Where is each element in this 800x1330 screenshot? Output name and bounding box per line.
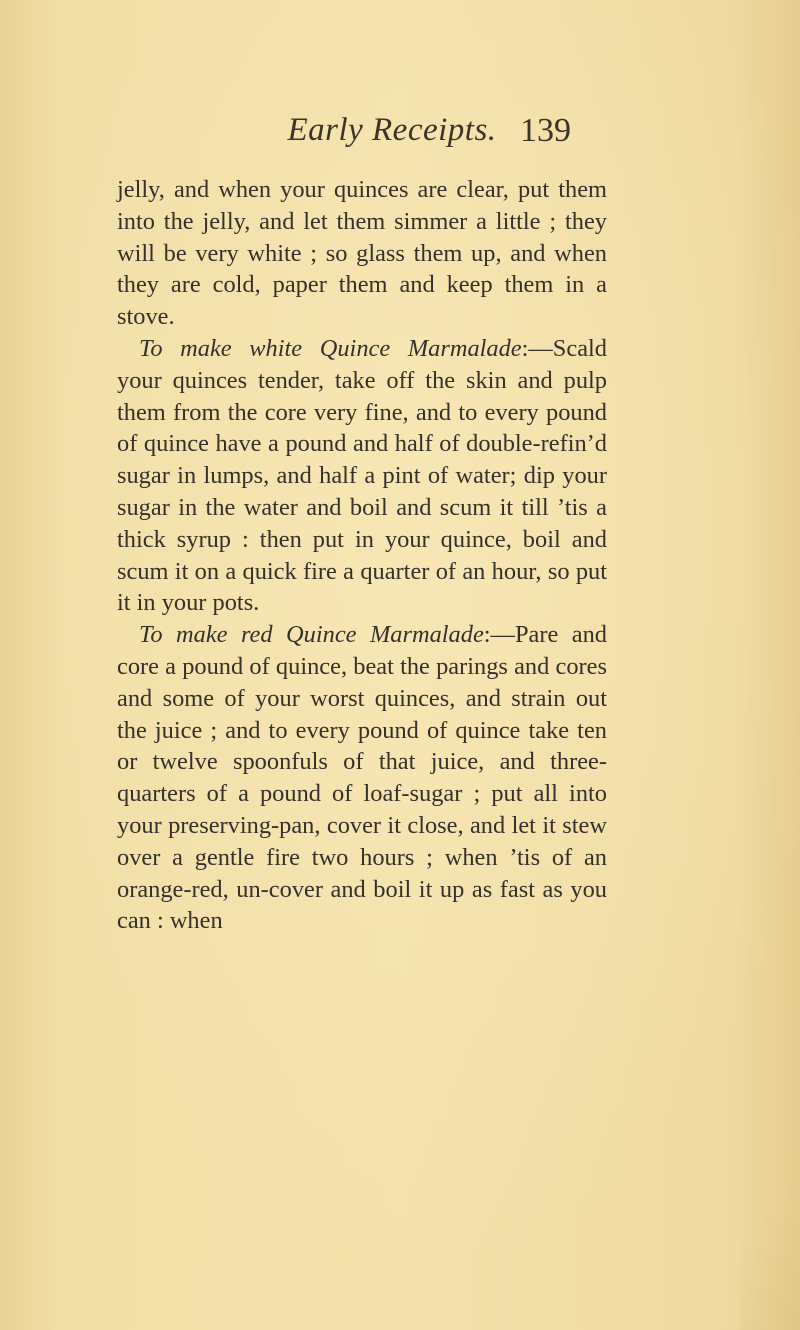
page-number: 139 — [520, 112, 571, 149]
running-title: Early Receipts. — [287, 112, 497, 148]
paragraph-text: jelly, and when your quinces are clear, put them into the jelly, and let them simmer a little ; they will be very white ; so glass them up, and when they are cold, paper them and keep them in a stove. — [117, 176, 607, 331]
recipe-text: :—Pare and core a pound of quince, beat the parings and cores and some of your worst quinces, and strain out the juice ; and to every pound of quince take ten or twelve spoonfuls of that juice, and three-quarters of a pound of loaf-sugar ; put all into your preserving-pan, cover it close, and let it stew over a gentle fire two hours ; when ’tis of an orange-red, un-cover and boil it up as fast as you can : when — [117, 621, 607, 935]
recipe-white-quince-marmalade — [117, 333, 607, 619]
recipe-title: To make red Quince Marmalade — [139, 621, 484, 649]
recipe-red-quince-marmalade — [117, 619, 607, 937]
page-edge-shadow — [740, 1130, 800, 1330]
page-header — [0, 112, 800, 162]
recipe-text: :—Scald your quinces tender, take off the skin and pulp them from the core very fine, and to every pound of quince have a pound and half of double-refin’d sugar in lumps, and half a pint of water; dip your sugar in the water and boil and scum it till ’tis a thick syrup : then put in your quince, boil and scum it on a quick fire a quarter of an hour, so put it in your pots. — [117, 334, 607, 617]
recipe-title: To make white Quince Marmalade — [139, 334, 522, 362]
paragraph-continuation — [117, 174, 607, 333]
body-text — [117, 174, 607, 937]
